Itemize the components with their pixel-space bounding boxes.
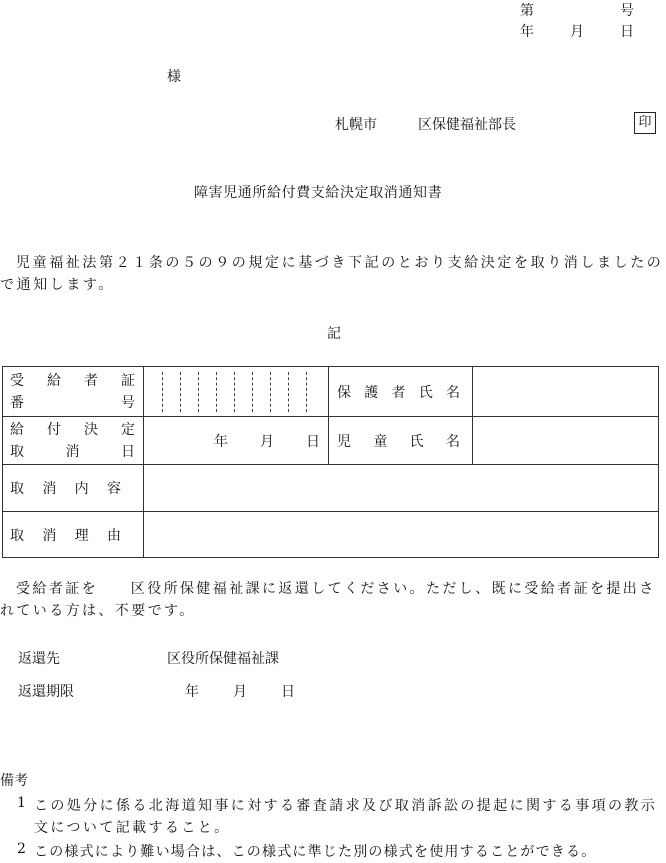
ki-heading: 記 (327, 326, 341, 342)
benefit-decision-cancel-date-label: 給 付 決 定 取 消 日 (3, 417, 144, 465)
cancel-reason-label: 取 消 理 由 (3, 512, 144, 558)
return-to-value: 区役所保健福祉課 (167, 651, 279, 667)
notes-heading: 備考 (0, 773, 28, 789)
seal-mark: 印 (634, 112, 656, 134)
table-row (3, 417, 659, 465)
cancel-content-value[interactable] (144, 465, 659, 512)
recipient-cert-label: 受 給 者 証 番 号 (3, 367, 144, 417)
intro-paragraph (0, 252, 666, 296)
recipient-cert-number-boxes[interactable] (144, 367, 329, 417)
note-item-text: この処分に係る北海道知事に対する審査請求及び取消訴訟の提起に関する事項の教示文について記載すること。 (34, 798, 658, 836)
return-to-label: 返還先 (18, 651, 60, 667)
document-number (520, 0, 634, 20)
note-item-number: 1 (17, 795, 26, 811)
child-name-label: 児 童 氏 名 (329, 417, 473, 465)
date-year: 年 (520, 24, 534, 40)
note-item-text: この様式により難い場合は、この様式に準じた別の様式を使用することができる。 (34, 844, 597, 860)
date-day: 日 (620, 24, 634, 40)
document-title: 障害児通所給付費支給決定取消通知書 (194, 185, 443, 201)
date-month: 月 (570, 24, 584, 40)
return-deadline-date: 年 月 日 (185, 684, 295, 700)
return-text: 受給者証を 区役所保健福祉課に返還してください。ただし、既に受給者証を提出されている方は、不要です。 (0, 581, 656, 619)
intro-text: 児童福祉法第２１条の５の９の規定に基づき下記のとおり支給決定を取り消しましたので通知します。 (0, 255, 664, 293)
addressee-suffix: 様 (167, 69, 181, 85)
table-row (3, 367, 659, 417)
number-dai: 第 (520, 3, 534, 19)
note-item-number: 2 (17, 841, 26, 857)
return-paragraph (0, 578, 666, 622)
issuer-city: 札幌市 (335, 117, 377, 133)
table-row (3, 512, 659, 558)
guardian-name-label: 保 護 者 氏 名 (329, 367, 473, 417)
number-go: 号 (620, 3, 634, 19)
table-row (3, 465, 659, 512)
guardian-name-value[interactable] (473, 367, 659, 417)
details-table (2, 366, 659, 558)
cancel-reason-value[interactable] (144, 512, 659, 558)
document-date (520, 21, 634, 41)
return-deadline-label: 返還期限 (18, 684, 74, 700)
cancel-content-label: 取 消 内 容 (3, 465, 144, 512)
child-name-value[interactable] (473, 417, 659, 465)
issuer-title: 区保健福祉部長 (418, 117, 516, 133)
cancel-date-value[interactable]: 年 月 日 (144, 417, 329, 465)
